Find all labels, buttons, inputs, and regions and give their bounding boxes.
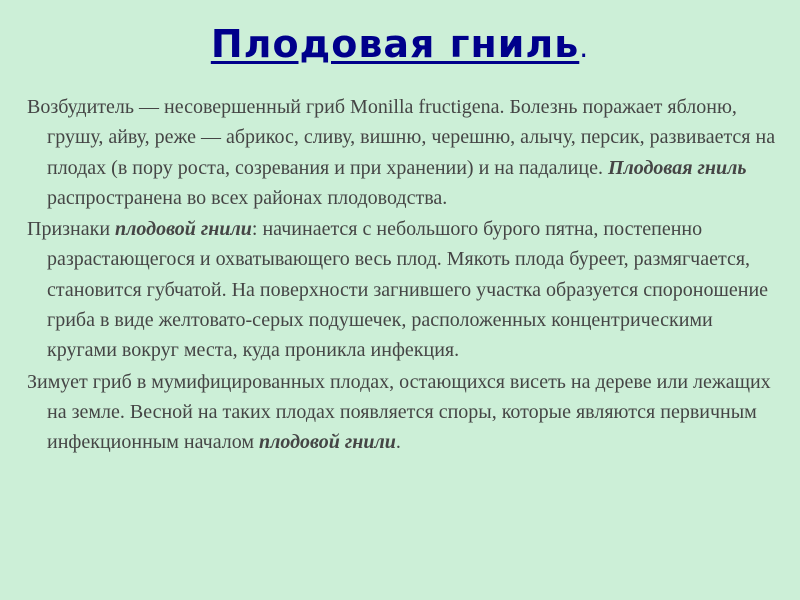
paragraph-text: распространена во всех районах плодоводства. xyxy=(47,186,448,209)
paragraph-overwintering xyxy=(27,367,782,458)
slide-title xyxy=(0,20,800,72)
paragraph-text: Зимует гриб в мумифицированных плодах, остающихся висеть на дереве или лежащих на земле. Весной на таких плодах появляется споры, которые являются первичным инфекционным началом xyxy=(27,370,771,454)
disease-name-emphasis: плодовой гнили xyxy=(259,431,396,454)
paragraph-text: Возбудитель — несовершенный гриб Monilla fructigena. Болезнь поражает яблоню, грушу, айву, реже — абрикос, сливу, вишню, черешню, алычу, персик, развивается на плодах (в пору роста, созревания и при хранении) и на падалице. xyxy=(27,96,776,179)
paragraph-pathogen xyxy=(27,92,782,213)
paragraph-symptoms xyxy=(27,214,782,365)
disease-name-emphasis: Плодовая гниль xyxy=(607,156,747,179)
disease-name-emphasis: плодовой гнили xyxy=(115,218,252,241)
paragraph-text: Признаки xyxy=(27,218,116,241)
slide-title-dot: . xyxy=(579,31,590,64)
slide-title-text: Плодовая гниль xyxy=(210,22,580,66)
slide-body xyxy=(27,92,782,458)
paragraph-text: . xyxy=(395,431,401,454)
paragraph-text: : начинается с небольшого бурого пятна, постепенно разрастающегося и охватывающего весь плод. Мякоть плода буреет, размягчается, становится губчатой. На поверхности загнившего участка образуется спороношение гриба в виде желтовато-серых подушечек, расположенных концентрическими кругами вокруг места, куда проникла инфекция. xyxy=(47,218,769,362)
